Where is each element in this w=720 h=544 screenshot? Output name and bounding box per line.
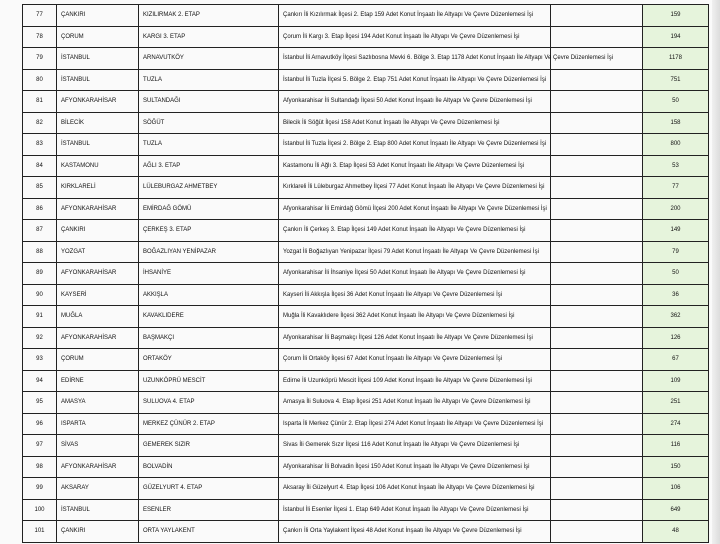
description-cell[interactable]: İstanbul İli Esenler İlçesi 1. Etap 649 Adet Konut İnşaatı İle Altyapı Ve Çevre Düzenlemesi İşi xyxy=(279,499,551,521)
table-row[interactable] xyxy=(23,26,709,48)
province-cell[interactable]: AMASYA xyxy=(57,392,139,414)
empty-cell[interactable] xyxy=(551,392,643,414)
province-cell[interactable]: AFYONKARAHİSAR xyxy=(57,198,139,220)
empty-cell[interactable] xyxy=(551,263,643,285)
housing-count-cell[interactable]: 36 xyxy=(643,284,709,306)
table-row[interactable] xyxy=(23,306,709,328)
description-cell[interactable]: Afyonkarahisar İli Emirdağ Gömü İlçesi 200 Adet Konut İnşaatı İle Altyapı Ve Çevre Düzenlemesi İşi xyxy=(279,198,551,220)
empty-cell[interactable] xyxy=(551,413,643,435)
row-number-cell[interactable]: 94 xyxy=(23,370,57,392)
description-cell[interactable]: Çorum İli Kargı 3. Etap İlçesi 194 Adet Konut İnşaatı İle Altyapı Ve Çevre Düzenlemesi İşi xyxy=(279,26,551,48)
description-cell[interactable]: Amasya İli Suluova 4. Etap İlçesi 251 Adet Konut İnşaatı İle Altyapı Ve Çevre Düzenlemesi İşi xyxy=(279,392,551,414)
province-cell[interactable]: SİVAS xyxy=(57,435,139,457)
housing-count-cell[interactable]: 149 xyxy=(643,220,709,242)
table-row[interactable] xyxy=(23,327,709,349)
table-row[interactable] xyxy=(23,5,709,27)
province-cell[interactable]: KAYSERİ xyxy=(57,284,139,306)
row-number-cell[interactable]: 101 xyxy=(23,521,57,543)
row-number-cell[interactable]: 92 xyxy=(23,327,57,349)
row-number-cell[interactable]: 93 xyxy=(23,349,57,371)
project-cell[interactable]: İHSANİYE xyxy=(139,263,279,285)
housing-count-cell[interactable]: 116 xyxy=(643,435,709,457)
description-cell[interactable]: Aksaray İli Güzelyurt 4. Etap İlçesi 106 Adet Konut İnşaatı İle Altyapı Ve Çevre Düzenlemesi İşi xyxy=(279,478,551,500)
row-number-cell[interactable]: 95 xyxy=(23,392,57,414)
housing-count-cell[interactable]: 67 xyxy=(643,349,709,371)
province-cell[interactable]: YOZGAT xyxy=(57,241,139,263)
project-cell[interactable]: GÜZELYURT 4. ETAP xyxy=(139,478,279,500)
table-row[interactable] xyxy=(23,392,709,414)
housing-count-cell[interactable]: 751 xyxy=(643,69,709,91)
province-cell[interactable]: İSTANBUL xyxy=(57,69,139,91)
row-number-cell[interactable]: 91 xyxy=(23,306,57,328)
housing-count-cell[interactable]: 53 xyxy=(643,155,709,177)
description-cell[interactable]: Kastamonu İli Ağlı 3. Etap İlçesi 53 Adet Konut İnşaatı İle Altyapı Ve Çevre Düzenlemesi İşi xyxy=(279,155,551,177)
housing-count-cell[interactable]: 251 xyxy=(643,392,709,414)
housing-count-cell[interactable]: 362 xyxy=(643,306,709,328)
table-body xyxy=(23,5,709,543)
table-row[interactable] xyxy=(23,499,709,521)
empty-cell[interactable] xyxy=(551,306,643,328)
housing-count-cell[interactable]: 150 xyxy=(643,456,709,478)
empty-cell[interactable] xyxy=(551,220,643,242)
description-cell[interactable]: İstanbul İli Tuzla İlçesi 5. Bölge 2. Etap 751 Adet Konut İnşaatı İle Altyapı Ve Çevre Düzenlemesi İşi xyxy=(279,69,551,91)
province-cell[interactable]: ÇANKIRI xyxy=(57,5,139,27)
empty-cell[interactable] xyxy=(551,349,643,371)
scrollbar[interactable] xyxy=(712,0,720,544)
project-cell[interactable]: KARGI 3. ETAP xyxy=(139,26,279,48)
description-cell[interactable]: Kayseri İli Akkışla İlçesi 36 Adet Konut İnşaatı İle Altyapı Ve Çevre Düzenlemesi İşi xyxy=(279,284,551,306)
description-cell[interactable]: İstanbul İli Arnavutköy İlçesi Sazlıbosna Mevki 6. Bölge 3. Etap 1178 Adet Konut İnşaatı İle Altyapı Ve Çevre Düzenlemesi İşi xyxy=(279,48,551,70)
housing-projects-table xyxy=(22,4,709,543)
project-cell[interactable]: EMİRDAĞ GÖMÜ xyxy=(139,198,279,220)
table-row[interactable] xyxy=(23,91,709,113)
empty-cell[interactable] xyxy=(551,112,643,134)
housing-count-cell[interactable]: 194 xyxy=(643,26,709,48)
row-number-cell[interactable]: 84 xyxy=(23,155,57,177)
province-cell[interactable]: ÇANKIRI xyxy=(57,220,139,242)
description-cell[interactable]: Çankırı İli Orta Yaylakent İlçesi 48 Adet Konut İnşaatı İle Altyapı Ve Çevre Düzenlemesi İşi xyxy=(279,521,551,543)
housing-count-cell[interactable]: 274 xyxy=(643,413,709,435)
project-cell[interactable]: BOĞAZLIYAN YENİPAZAR xyxy=(139,241,279,263)
description-cell[interactable]: Afyonkarahisar İli Bolvadin İlçesi 150 Adet Konut İnşaatı İle Altyapı Ve Çevre Düzenlemesi İşi xyxy=(279,456,551,478)
province-cell[interactable]: ISPARTA xyxy=(57,413,139,435)
project-cell[interactable]: AKKIŞLA xyxy=(139,284,279,306)
description-cell[interactable]: Afyonkarahisar İli Sultandağı İlçesi 50 Adet Konut İnşaatı İle Altyapı Ve Çevre Düzenlemesi İşi xyxy=(279,91,551,113)
province-cell[interactable]: ÇORUM xyxy=(57,26,139,48)
project-cell[interactable]: SULTANDAĞI xyxy=(139,91,279,113)
empty-cell[interactable] xyxy=(551,456,643,478)
project-cell[interactable]: KAVAKLIDERE xyxy=(139,306,279,328)
housing-count-cell[interactable]: 106 xyxy=(643,478,709,500)
description-cell[interactable]: Kırklareli İli Lüleburgaz Ahmetbey İlçesi 77 Adet Konut İnşaatı İle Altyapı Ve Çevre Düzenlemesi İşi xyxy=(279,177,551,199)
empty-cell[interactable] xyxy=(551,370,643,392)
project-cell[interactable]: ESENLER xyxy=(139,499,279,521)
province-cell[interactable]: BİLECİK xyxy=(57,112,139,134)
housing-count-cell[interactable]: 109 xyxy=(643,370,709,392)
project-cell[interactable]: UZUNKÖPRÜ MESCİT xyxy=(139,370,279,392)
province-cell[interactable]: İSTANBUL xyxy=(57,499,139,521)
project-cell[interactable]: ÇERKEŞ 3. ETAP xyxy=(139,220,279,242)
table-row[interactable] xyxy=(23,370,709,392)
empty-cell[interactable] xyxy=(551,5,643,27)
empty-cell[interactable] xyxy=(551,499,643,521)
row-number-cell[interactable]: 90 xyxy=(23,284,57,306)
housing-count-cell[interactable]: 200 xyxy=(643,198,709,220)
table-row[interactable] xyxy=(23,478,709,500)
province-cell[interactable]: AFYONKARAHİSAR xyxy=(57,456,139,478)
description-cell[interactable]: Afyonkarahisar İli İhsaniye İlçesi 50 Adet Konut İnşaatı İle Altyapı Ve Çevre Düzenlemesi İşi xyxy=(279,263,551,285)
table-row[interactable] xyxy=(23,134,709,156)
row-number-cell[interactable]: 77 xyxy=(23,5,57,27)
empty-cell[interactable] xyxy=(551,198,643,220)
housing-count-cell[interactable]: 1178 xyxy=(643,48,709,70)
project-cell[interactable]: TUZLA xyxy=(139,69,279,91)
description-cell[interactable]: Edirne İli Uzunköprü Mescit İlçesi 109 Adet Konut İnşaatı İle Altyapı Ve Çevre Düzenlemesi İşi xyxy=(279,370,551,392)
description-cell[interactable]: Bilecik İli Söğüt İlçesi 158 Adet Konut İnşaatı İle Altyapı Ve Çevre Düzenlemesi İşi xyxy=(279,112,551,134)
description-cell[interactable]: Afyonkarahisar İli Başmakçı İlçesi 126 Adet Konut İnşaatı İle Altyapı Ve Çevre Düzenlemesi İşi xyxy=(279,327,551,349)
housing-count-cell[interactable]: 77 xyxy=(643,177,709,199)
row-number-cell[interactable]: 88 xyxy=(23,241,57,263)
row-number-cell[interactable]: 96 xyxy=(23,413,57,435)
table-row[interactable] xyxy=(23,263,709,285)
row-number-cell[interactable]: 97 xyxy=(23,435,57,457)
province-cell[interactable]: ÇORUM xyxy=(57,349,139,371)
row-number-cell[interactable]: 80 xyxy=(23,69,57,91)
province-cell[interactable]: İSTANBUL xyxy=(57,134,139,156)
row-number-cell[interactable]: 100 xyxy=(23,499,57,521)
description-cell[interactable]: Sivas İli Gemerek Sızır İlçesi 116 Adet Konut İnşaatı İle Altyapı Ve Çevre Düzenlemesi İşi xyxy=(279,435,551,457)
project-cell[interactable]: KIZILIRMAK 2. ETAP xyxy=(139,5,279,27)
project-cell[interactable]: BOLVADİN xyxy=(139,456,279,478)
province-cell[interactable]: EDİRNE xyxy=(57,370,139,392)
housing-count-cell[interactable]: 649 xyxy=(643,499,709,521)
project-cell[interactable]: AĞLI 3. ETAP xyxy=(139,155,279,177)
empty-cell[interactable] xyxy=(551,478,643,500)
province-cell[interactable]: KASTAMONU xyxy=(57,155,139,177)
province-cell[interactable]: İSTANBUL xyxy=(57,48,139,70)
description-cell[interactable]: Isparta İli Merkez Çünür 2. Etap İlçesi 274 Adet Konut İnşaatı İle Altyapı Ve Çevre Düzenlemesi İşi xyxy=(279,413,551,435)
housing-count-cell[interactable]: 158 xyxy=(643,112,709,134)
project-cell[interactable]: ORTA YAYLAKENT xyxy=(139,521,279,543)
province-cell[interactable]: AFYONKARAHİSAR xyxy=(57,91,139,113)
row-number-cell[interactable]: 89 xyxy=(23,263,57,285)
empty-cell[interactable] xyxy=(551,521,643,543)
empty-cell[interactable] xyxy=(551,435,643,457)
empty-cell[interactable] xyxy=(551,284,643,306)
housing-count-cell[interactable]: 159 xyxy=(643,5,709,27)
table-row[interactable] xyxy=(23,155,709,177)
description-cell[interactable]: Çankırı İli Kızılırmak İlçesi 2. Etap 159 Adet Konut İnşaatı İle Altyapı Ve Çevre Düzenlemesi İşi xyxy=(279,5,551,27)
housing-count-cell[interactable]: 79 xyxy=(643,241,709,263)
province-cell[interactable]: MUĞLA xyxy=(57,306,139,328)
province-cell[interactable]: AFYONKARAHİSAR xyxy=(57,327,139,349)
empty-cell[interactable] xyxy=(551,91,643,113)
table-row[interactable] xyxy=(23,284,709,306)
table-row[interactable] xyxy=(23,220,709,242)
project-cell[interactable]: LÜLEBURGAZ AHMETBEY xyxy=(139,177,279,199)
row-number-cell[interactable]: 99 xyxy=(23,478,57,500)
table-row[interactable] xyxy=(23,241,709,263)
row-number-cell[interactable]: 86 xyxy=(23,198,57,220)
province-cell[interactable]: KIRKLARELİ xyxy=(57,177,139,199)
empty-cell[interactable] xyxy=(551,177,643,199)
housing-count-cell[interactable]: 800 xyxy=(643,134,709,156)
table-row[interactable] xyxy=(23,177,709,199)
empty-cell[interactable] xyxy=(551,241,643,263)
empty-cell[interactable] xyxy=(551,26,643,48)
housing-count-cell[interactable]: 50 xyxy=(643,263,709,285)
description-cell[interactable]: Çankırı İli Çerkeş 3. Etap İlçesi 149 Adet Konut İnşaatı İle Altyapı Ve Çevre Düzenlemesi İşi xyxy=(279,220,551,242)
province-cell[interactable]: AKSARAY xyxy=(57,478,139,500)
row-number-cell[interactable]: 83 xyxy=(23,134,57,156)
province-cell[interactable]: ÇANKIRI xyxy=(57,521,139,543)
project-cell[interactable]: SULUOVA 4. ETAP xyxy=(139,392,279,414)
empty-cell[interactable] xyxy=(551,69,643,91)
description-cell[interactable]: Muğla İli Kavaklıdere İlçesi 362 Adet Konut İnşaatı İle Altyapı Ve Çevre Düzenlemesi İşi xyxy=(279,306,551,328)
project-cell[interactable]: ARNAVUTKÖY xyxy=(139,48,279,70)
table-row[interactable] xyxy=(23,413,709,435)
table-row[interactable] xyxy=(23,48,709,70)
empty-cell[interactable] xyxy=(551,155,643,177)
row-number-cell[interactable]: 98 xyxy=(23,456,57,478)
table-row[interactable] xyxy=(23,69,709,91)
project-cell[interactable]: SÖĞÜT xyxy=(139,112,279,134)
housing-count-cell[interactable]: 48 xyxy=(643,521,709,543)
table-row[interactable] xyxy=(23,198,709,220)
project-cell[interactable]: ORTAKÖY xyxy=(139,349,279,371)
housing-count-cell[interactable]: 50 xyxy=(643,91,709,113)
description-cell[interactable]: Çorum İli Ortaköy İlçesi 67 Adet Konut İnşaatı İle Altyapı Ve Çevre Düzenlemesi İşi xyxy=(279,349,551,371)
row-number-cell[interactable]: 79 xyxy=(23,48,57,70)
row-number-cell[interactable]: 82 xyxy=(23,112,57,134)
table-row[interactable] xyxy=(23,456,709,478)
table-row[interactable] xyxy=(23,435,709,457)
row-number-cell[interactable]: 78 xyxy=(23,26,57,48)
row-number-cell[interactable]: 87 xyxy=(23,220,57,242)
province-cell[interactable]: AFYONKARAHİSAR xyxy=(57,263,139,285)
project-cell[interactable]: BAŞMAKÇI xyxy=(139,327,279,349)
table-row[interactable] xyxy=(23,349,709,371)
table-row[interactable] xyxy=(23,521,709,543)
project-cell[interactable]: GEMEREK SIZIR xyxy=(139,435,279,457)
table-row[interactable] xyxy=(23,112,709,134)
description-cell[interactable]: Yozgat İli Boğazlıyan Yenipazar İlçesi 79 Adet Konut İnşaatı İle Altyapı Ve Çevre Düzenlemesi İşi xyxy=(279,241,551,263)
row-number-cell[interactable]: 81 xyxy=(23,91,57,113)
project-cell[interactable]: TUZLA xyxy=(139,134,279,156)
empty-cell[interactable] xyxy=(551,327,643,349)
project-cell[interactable]: MERKEZ ÇÜNÜR 2. ETAP xyxy=(139,413,279,435)
housing-count-cell[interactable]: 126 xyxy=(643,327,709,349)
empty-cell[interactable] xyxy=(551,134,643,156)
description-cell[interactable]: İstanbul İli Tuzla İlçesi 2. Bölge 2. Etap 800 Adet Konut İnşaatı İle Altyapı Ve Çevre Düzenlemesi İşi xyxy=(279,134,551,156)
row-number-cell[interactable]: 85 xyxy=(23,177,57,199)
